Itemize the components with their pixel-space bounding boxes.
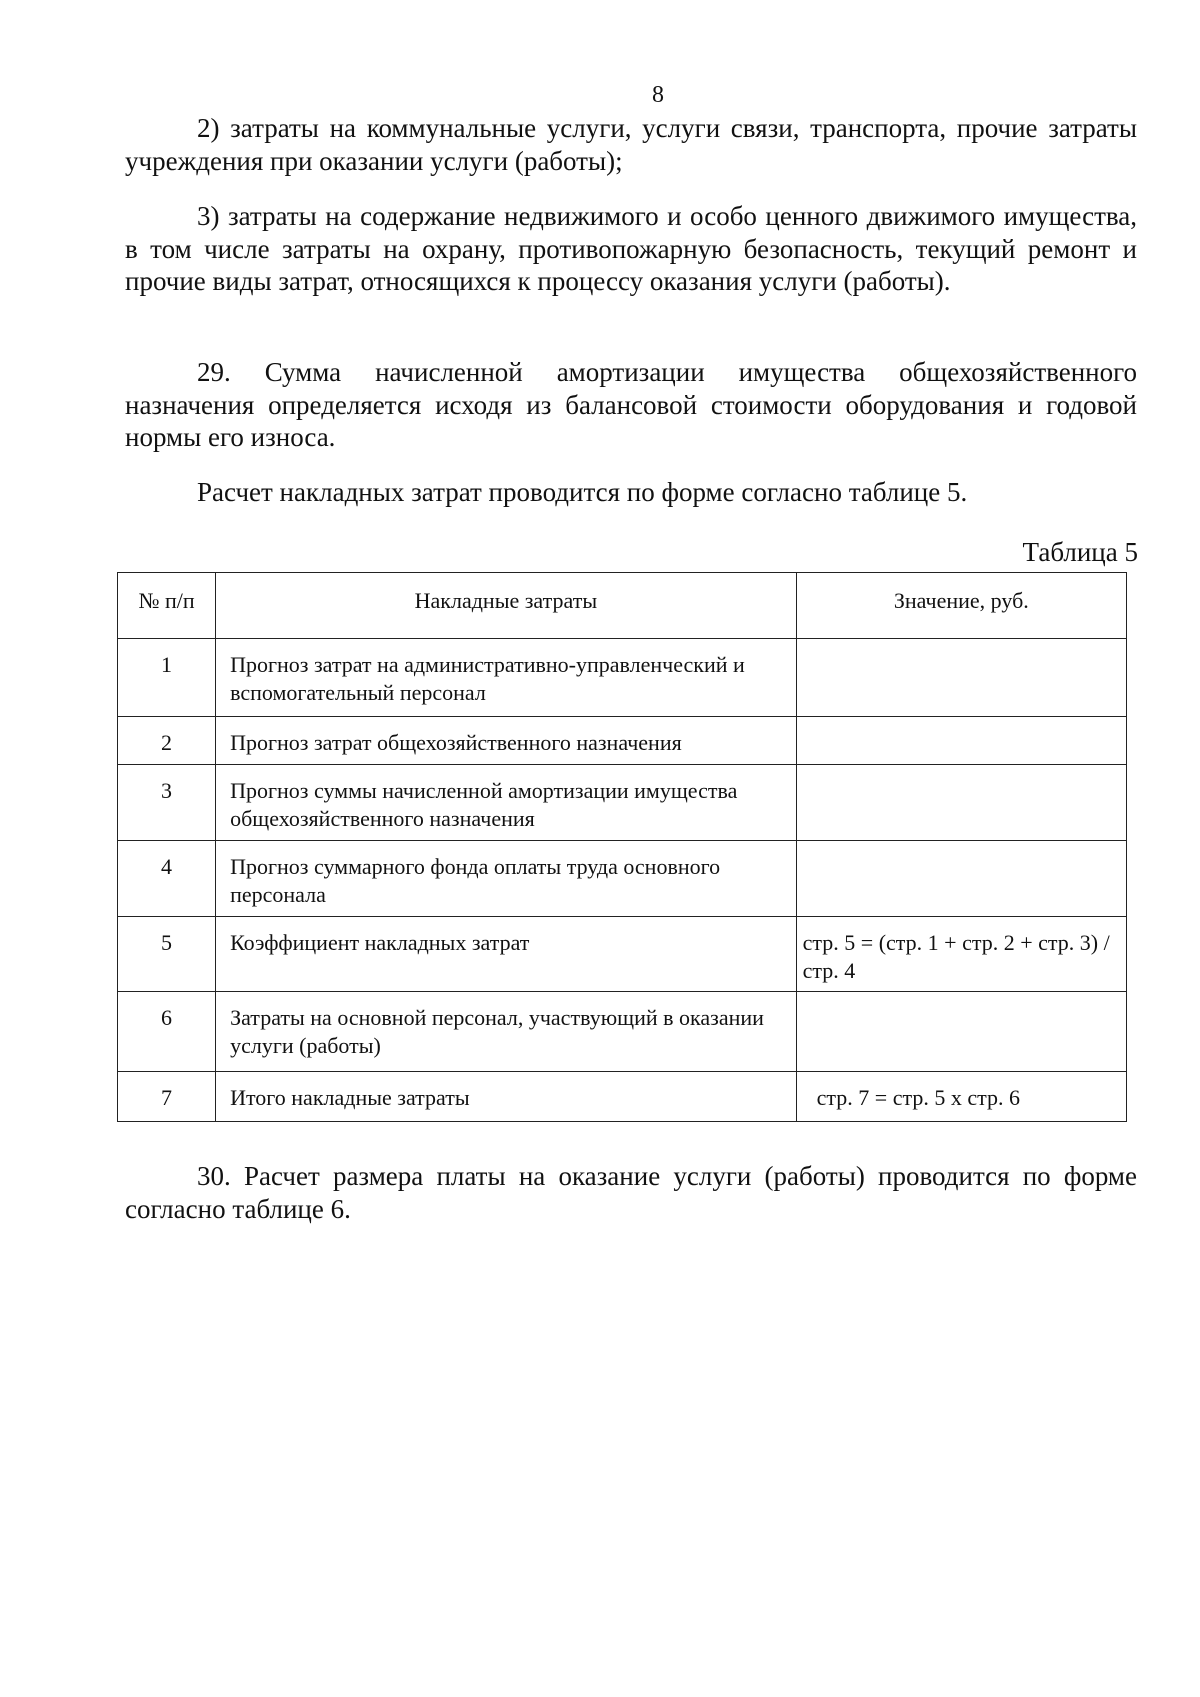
header-value: Значение, руб. (796, 573, 1126, 639)
table-row (118, 841, 1127, 917)
row-value (796, 841, 1126, 917)
row-name: Прогноз суммы начисленной амортизации имущества общехозяйственного назначения (216, 765, 797, 841)
header-name: Накладные затраты (216, 573, 797, 639)
table-row (118, 1072, 1127, 1122)
paragraph-item-3: 3) затраты на содержание недвижимого и особо ценного движимого имущества, в том числе затраты на охрану, противопожарную безопасность, текущий ремонт и прочие виды затрат, относящихся к процессу оказания услуги (работы). (125, 201, 1137, 296)
table-row (118, 639, 1127, 717)
paragraph-30: 30. Расчет размера платы на оказание услуги (работы) проводится по форме согласно таблице 6. (125, 1161, 1137, 1224)
table-caption: Таблица 5 (1022, 537, 1138, 567)
paragraph-29: 29. Сумма начисленной амортизации имущества общехозяйственного назначения определяется исходя из балансовой стоимости оборудования и годовой нормы его износа. (125, 357, 1137, 452)
row-name: Коэффициент накладных затрат (216, 917, 797, 992)
paragraph-table-intro: Расчет накладных затрат проводится по форме согласно таблице 5. (197, 477, 968, 507)
table-row (118, 765, 1127, 841)
row-value (796, 639, 1126, 717)
table-row (118, 992, 1127, 1072)
row-name: Итого накладные затраты (216, 1072, 797, 1122)
row-value: стр. 5 = (стр. 1 + стр. 2 + стр. 3) / стр. 4 (796, 917, 1126, 992)
row-name: Затраты на основной персонал, участвующий в оказании услуги (работы) (216, 992, 797, 1072)
row-value (796, 992, 1126, 1072)
row-num: 3 (118, 765, 216, 841)
row-name: Прогноз затрат на административно-управленческий и вспомогательный персонал (216, 639, 797, 717)
row-num: 5 (118, 917, 216, 992)
row-num: 2 (118, 717, 216, 765)
row-value (796, 765, 1126, 841)
header-num: № п/п (118, 573, 216, 639)
row-num: 7 (118, 1072, 216, 1122)
table-header-row (118, 573, 1127, 639)
paragraph-item-2: 2) затраты на коммунальные услуги, услуги связи, транспорта, прочие затраты учреждения при оказании услуги (работы); (125, 113, 1137, 176)
page-number: 8 (652, 82, 664, 108)
row-value (796, 717, 1126, 765)
row-value: стр. 7 = стр. 5 х стр. 6 (796, 1072, 1126, 1122)
row-num: 1 (118, 639, 216, 717)
row-num: 4 (118, 841, 216, 917)
table-row (118, 917, 1127, 992)
table-row (118, 717, 1127, 765)
row-num: 6 (118, 992, 216, 1072)
row-name: Прогноз затрат общехозяйственного назначения (216, 717, 797, 765)
row-name: Прогноз суммарного фонда оплаты труда основного персонала (216, 841, 797, 917)
overhead-costs-table (117, 572, 1127, 1122)
